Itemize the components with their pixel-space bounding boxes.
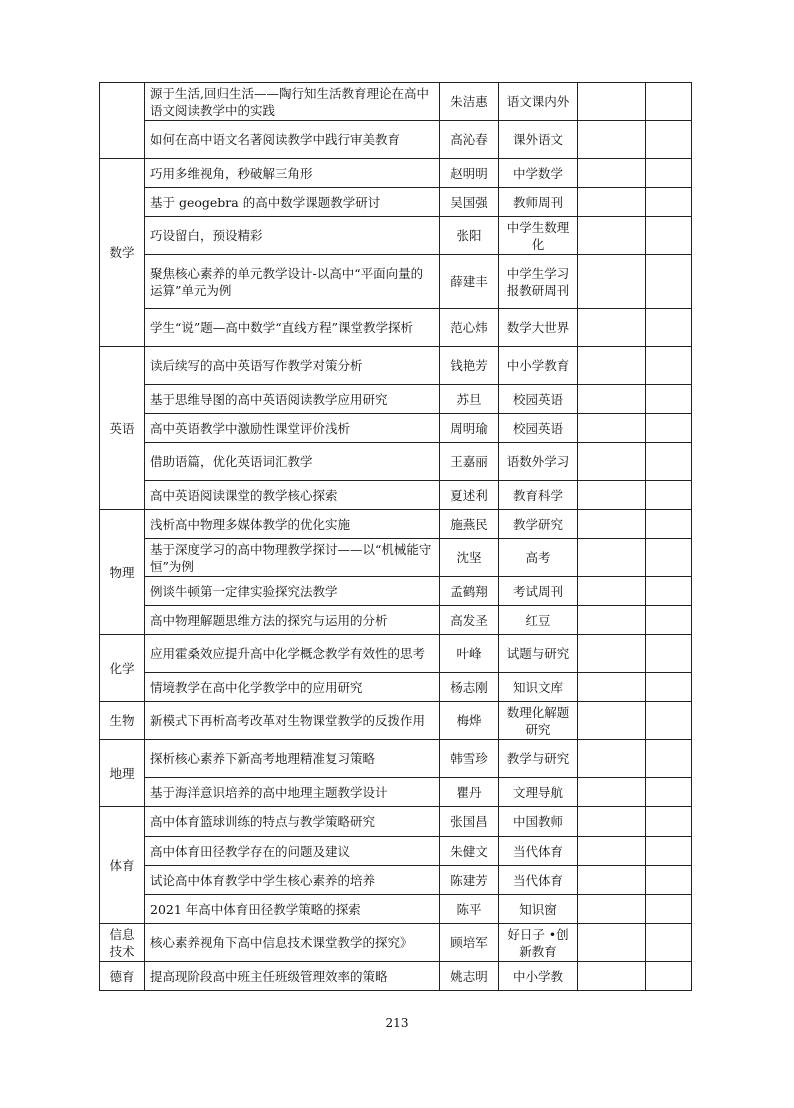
empty-cell: [578, 924, 646, 962]
title-cell: 提高现阶段高中班主任班级管理效率的策略: [145, 962, 440, 991]
table-row: [100, 778, 692, 807]
title-cell: 高中英语阅读课堂的教学核心探索: [145, 481, 440, 510]
empty-cell: [578, 740, 646, 778]
author-cell: 韩雪珍: [440, 740, 499, 778]
empty-cell: [646, 217, 692, 255]
empty-cell: [578, 962, 646, 991]
author-cell: 孟鹤翔: [440, 577, 499, 606]
table-row: [100, 837, 692, 866]
empty-cell: [646, 778, 692, 807]
title-cell: 高中体育田径教学存在的问题及建议: [145, 837, 440, 866]
title-cell: 高中物理解题思维方法的探究与运用的分析: [145, 606, 440, 635]
empty-cell: [646, 837, 692, 866]
table-row: [100, 121, 692, 159]
empty-cell: [646, 866, 692, 895]
empty-cell: [578, 606, 646, 635]
author-cell: 张阳: [440, 217, 499, 255]
publication-cell: 当代体育: [499, 866, 578, 895]
subject-cell: [100, 83, 145, 159]
author-cell: 朱洁惠: [440, 83, 499, 121]
empty-cell: [646, 539, 692, 577]
publication-cell: 试题与研究: [499, 635, 578, 673]
empty-cell: [646, 309, 692, 347]
table-row: [100, 702, 692, 740]
empty-cell: [578, 539, 646, 577]
author-cell: 赵明明: [440, 159, 499, 188]
publication-cell: 知识文库: [499, 673, 578, 702]
publication-cell: 数学大世界: [499, 309, 578, 347]
table-row: [100, 895, 692, 924]
subject-cell: 数学: [100, 159, 145, 347]
title-cell: 源于生活,回归生活——陶行知生活教育理论在高中语文阅读教学中的实践: [145, 83, 440, 121]
author-cell: 瞿丹: [440, 778, 499, 807]
publication-cell: 语数外学习: [499, 443, 578, 481]
publication-cell: 校园英语: [499, 414, 578, 443]
table-row: [100, 673, 692, 702]
author-cell: 范心炜: [440, 309, 499, 347]
table-row: [100, 217, 692, 255]
title-cell: 巧设留白，预设精彩: [145, 217, 440, 255]
empty-cell: [646, 673, 692, 702]
title-cell: 基于深度学习的高中物理教学探讨——以“机械能守恒”为例: [145, 539, 440, 577]
table-row: [100, 866, 692, 895]
empty-cell: [646, 481, 692, 510]
empty-cell: [646, 962, 692, 991]
publication-cell: 文理导航: [499, 778, 578, 807]
empty-cell: [646, 606, 692, 635]
empty-cell: [578, 159, 646, 188]
empty-cell: [646, 740, 692, 778]
title-cell: 例谈牛顿第一定律实验探究法教学: [145, 577, 440, 606]
table-row: [100, 188, 692, 217]
empty-cell: [578, 414, 646, 443]
author-cell: 钱艳芳: [440, 347, 499, 385]
empty-cell: [646, 121, 692, 159]
title-cell: 试论高中体育教学中学生核心素养的培养: [145, 866, 440, 895]
publication-cell: 好日子 •创新教育: [499, 924, 578, 962]
empty-cell: [646, 577, 692, 606]
author-cell: 高沁春: [440, 121, 499, 159]
empty-cell: [646, 807, 692, 837]
empty-cell: [646, 385, 692, 414]
empty-cell: [646, 188, 692, 217]
publication-cell: 课外语文: [499, 121, 578, 159]
table-row: [100, 606, 692, 635]
subject-cell: 化学: [100, 635, 145, 702]
author-cell: 薛建丰: [440, 255, 499, 309]
title-cell: 基于海洋意识培养的高中地理主题教学设计: [145, 778, 440, 807]
empty-cell: [578, 778, 646, 807]
table-row: [100, 962, 692, 991]
title-cell: 核心素养视角下高中信息技术课堂教学的探究》: [145, 924, 440, 962]
empty-cell: [646, 924, 692, 962]
subject-cell: 信息技术: [100, 924, 145, 962]
table-row: [100, 255, 692, 309]
empty-cell: [578, 217, 646, 255]
subject-cell: 生物: [100, 702, 145, 740]
table-row: [100, 159, 692, 188]
author-cell: 王嘉丽: [440, 443, 499, 481]
table-row: [100, 347, 692, 385]
empty-cell: [646, 159, 692, 188]
publication-cell: 中学数学: [499, 159, 578, 188]
title-cell: 如何在高中语文名著阅读教学中践行审美教育: [145, 121, 440, 159]
empty-cell: [646, 702, 692, 740]
author-cell: 梅烨: [440, 702, 499, 740]
author-cell: 夏述利: [440, 481, 499, 510]
title-cell: 探析核心素养下新高考地理精准复习策略: [145, 740, 440, 778]
publication-cell: 数理化解题研究: [499, 702, 578, 740]
empty-cell: [578, 443, 646, 481]
empty-cell: [578, 121, 646, 159]
title-cell: 巧用多维视角，秒破解三角形: [145, 159, 440, 188]
title-cell: 高中英语教学中激励性课堂评价浅析: [145, 414, 440, 443]
table-row: [100, 635, 692, 673]
subject-cell: 体育: [100, 807, 145, 924]
title-cell: 新模式下再析高考改革对生物课堂教学的反拨作用: [145, 702, 440, 740]
table-row: [100, 414, 692, 443]
empty-cell: [578, 347, 646, 385]
empty-cell: [578, 255, 646, 309]
empty-cell: [646, 255, 692, 309]
author-cell: 陈建芳: [440, 866, 499, 895]
table-row: [100, 807, 692, 837]
empty-cell: [578, 837, 646, 866]
publication-cell: 中小学教: [499, 962, 578, 991]
publication-cell: 教育科学: [499, 481, 578, 510]
author-cell: 施燕民: [440, 510, 499, 539]
author-cell: 朱健文: [440, 837, 499, 866]
table-row: [100, 481, 692, 510]
author-cell: 高发圣: [440, 606, 499, 635]
publication-cell: 考试周刊: [499, 577, 578, 606]
subject-cell: 英语: [100, 347, 145, 510]
table-row: [100, 577, 692, 606]
publication-cell: 中国教师: [499, 807, 578, 837]
empty-cell: [646, 83, 692, 121]
empty-cell: [578, 577, 646, 606]
publication-cell: 知识窗: [499, 895, 578, 924]
subject-cell: 地理: [100, 740, 145, 807]
title-cell: 学生“说”题—高中数学“直线方程”课堂教学探析: [145, 309, 440, 347]
publication-cell: 当代体育: [499, 837, 578, 866]
title-cell: 2021 年高中体育田径教学策略的探索: [145, 895, 440, 924]
publication-cell: 高考: [499, 539, 578, 577]
empty-cell: [578, 807, 646, 837]
empty-cell: [578, 385, 646, 414]
author-cell: 沈坚: [440, 539, 499, 577]
title-cell: 读后续写的高中英语写作教学对策分析: [145, 347, 440, 385]
author-cell: 姚志明: [440, 962, 499, 991]
author-cell: 吴国强: [440, 188, 499, 217]
title-cell: 浅析高中物理多媒体教学的优化实施: [145, 510, 440, 539]
publication-cell: 中小学教育: [499, 347, 578, 385]
title-cell: 借助语篇，优化英语词汇教学: [145, 443, 440, 481]
empty-cell: [646, 635, 692, 673]
empty-cell: [646, 510, 692, 539]
author-cell: 顾培军: [440, 924, 499, 962]
empty-cell: [646, 347, 692, 385]
empty-cell: [646, 443, 692, 481]
author-cell: 陈平: [440, 895, 499, 924]
publication-cell: 校园英语: [499, 385, 578, 414]
title-cell: 基于 geogebra 的高中数学课题教学研讨: [145, 188, 440, 217]
publication-cell: 语文课内外: [499, 83, 578, 121]
table-row: [100, 740, 692, 778]
author-cell: 叶峰: [440, 635, 499, 673]
publication-table: [99, 82, 692, 991]
empty-cell: [578, 702, 646, 740]
publication-cell: 教师周刊: [499, 188, 578, 217]
table-row: [100, 510, 692, 539]
title-cell: 聚焦核心素养的单元教学设计-以高中“平面向量的运算”单元为例: [145, 255, 440, 309]
table-row: [100, 385, 692, 414]
page-number: 213: [385, 1016, 409, 1030]
empty-cell: [578, 895, 646, 924]
title-cell: 应用霍桑效应提升高中化学概念教学有效性的思考: [145, 635, 440, 673]
empty-cell: [578, 673, 646, 702]
empty-cell: [578, 83, 646, 121]
empty-cell: [578, 510, 646, 539]
empty-cell: [578, 635, 646, 673]
title-cell: 高中体育篮球训练的特点与教学策略研究: [145, 807, 440, 837]
publication-cell: 红豆: [499, 606, 578, 635]
empty-cell: [578, 309, 646, 347]
publication-cell: 中学生学习报教研周刊: [499, 255, 578, 309]
author-cell: 周明瑜: [440, 414, 499, 443]
author-cell: 杨志刚: [440, 673, 499, 702]
publication-cell: 教学研究: [499, 510, 578, 539]
empty-cell: [646, 895, 692, 924]
empty-cell: [646, 414, 692, 443]
table-row: [100, 443, 692, 481]
author-cell: 苏旦: [440, 385, 499, 414]
empty-cell: [578, 866, 646, 895]
table-row: [100, 539, 692, 577]
table-row: [100, 83, 692, 121]
table-row: [100, 924, 692, 962]
empty-cell: [578, 481, 646, 510]
author-cell: 张国昌: [440, 807, 499, 837]
table-row: [100, 309, 692, 347]
empty-cell: [578, 188, 646, 217]
subject-cell: 物理: [100, 510, 145, 635]
title-cell: 情境教学在高中化学教学中的应用研究: [145, 673, 440, 702]
publication-cell: 中学生数理化: [499, 217, 578, 255]
title-cell: 基于思维导图的高中英语阅读教学应用研究: [145, 385, 440, 414]
publication-cell: 教学与研究: [499, 740, 578, 778]
subject-cell: 德育: [100, 962, 145, 991]
